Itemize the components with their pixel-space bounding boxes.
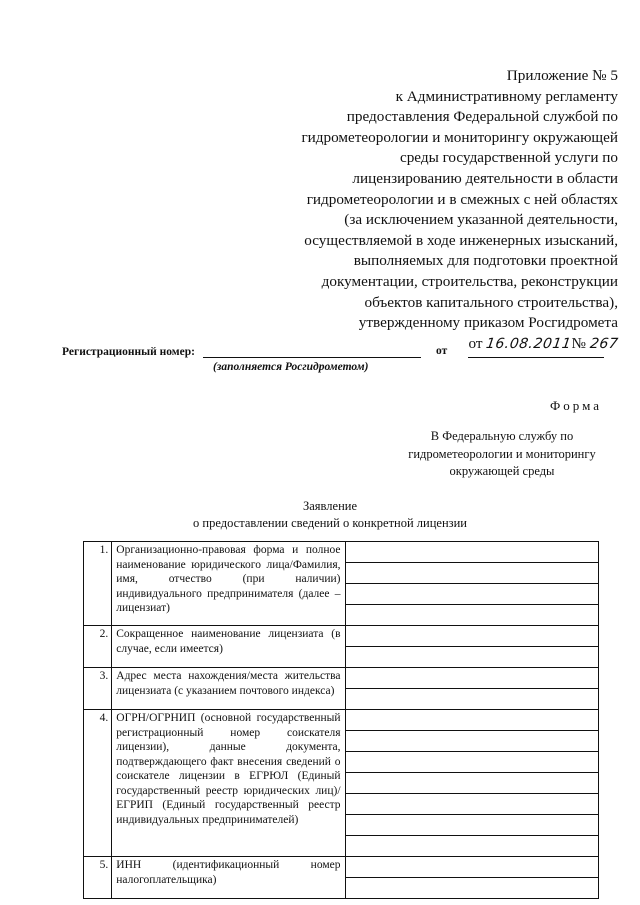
order-number-sign: № <box>571 334 586 352</box>
appendix-line: утвержденному приказом Росгидромета <box>358 314 618 332</box>
appendix-line: среды государственной услуги по <box>399 149 618 167</box>
value-subrows <box>346 710 598 856</box>
value-line[interactable] <box>346 878 598 898</box>
row-description: Адрес места нахождения/места жительства лицензиата (с указанием почтового индекса) <box>112 668 345 710</box>
addressee-line: В Федеральную службу по <box>430 429 574 443</box>
row-value-cell[interactable] <box>345 668 598 710</box>
value-line[interactable] <box>346 752 598 773</box>
value-line[interactable] <box>346 836 598 856</box>
row-value-cell[interactable] <box>345 710 598 857</box>
value-line[interactable] <box>346 689 598 709</box>
row-description: ИНН (идентификационный номер налогоплательщика) <box>112 857 345 899</box>
appendix-line: (за исключением указанной деятельности, <box>344 211 618 229</box>
row-number: 5. <box>84 857 112 899</box>
application-title: Заявление <box>302 499 357 513</box>
addressee-block <box>398 428 606 481</box>
appendix-header <box>258 66 618 354</box>
value-line[interactable] <box>346 584 598 605</box>
value-line[interactable] <box>346 731 598 752</box>
value-line[interactable] <box>346 542 598 563</box>
appendix-line: к Административному регламенту <box>395 87 618 105</box>
row-description: Организационно-правовая форма и полное наименование юридического лица/Фамилия, имя, отчество (при наличии) индивидуального предпринимателя (далее – лицензиат) <box>112 542 345 626</box>
value-line[interactable] <box>346 668 598 689</box>
row-value-cell[interactable] <box>345 626 598 668</box>
application-subtitle: о предоставлении сведений о конкретной лицензии <box>193 516 467 530</box>
appendix-line: объектов капитального строительства), <box>364 293 618 311</box>
appendix-line: выполняемых для подготовки проектной <box>353 252 618 270</box>
appendix-line: Приложение № 5 <box>506 67 618 84</box>
table-row <box>84 626 599 668</box>
license-info-table <box>83 541 599 899</box>
appendix-line: документации, строительства, реконструкции <box>321 272 618 290</box>
appendix-line: лицензированию деятельности в области <box>352 169 618 187</box>
value-line[interactable] <box>346 773 598 794</box>
order-date-handwritten: 16.08.2011 <box>485 335 573 352</box>
row-number: 2. <box>84 626 112 668</box>
value-line[interactable] <box>346 647 598 667</box>
value-subrows <box>346 626 598 667</box>
row-number: 4. <box>84 710 112 857</box>
appendix-line: гидрометеорологии и в смежных с ней областях <box>306 190 618 208</box>
row-number: 3. <box>84 668 112 710</box>
form-label: Форма <box>550 398 602 413</box>
row-description: Сокращенное наименование лицензиата (в случае, если имеется) <box>112 626 345 668</box>
application-title-block <box>140 498 520 532</box>
addressee-line: гидрометеорологии и мониторингу <box>408 446 596 461</box>
value-subrows <box>346 542 598 625</box>
registration-date-field[interactable] <box>468 357 604 358</box>
value-line[interactable] <box>346 815 598 836</box>
appendix-line: гидрометеорологии и мониторингу окружающей <box>301 128 618 146</box>
value-subrows <box>346 668 598 709</box>
value-line[interactable] <box>346 563 598 584</box>
table-row <box>84 710 599 857</box>
order-prefix: от <box>468 334 483 352</box>
registration-number-label: Регистрационный номер: <box>62 346 195 358</box>
registration-date-label: от <box>436 345 448 357</box>
appendix-line: предоставления Федеральной службой по <box>346 108 618 126</box>
value-line[interactable] <box>346 626 598 647</box>
row-value-cell[interactable] <box>345 857 598 899</box>
row-number: 1. <box>84 542 112 626</box>
addressee-line: окружающей среды <box>449 464 555 478</box>
value-line[interactable] <box>346 857 598 878</box>
row-value-cell[interactable] <box>345 542 598 626</box>
value-line[interactable] <box>346 605 598 625</box>
value-line[interactable] <box>346 794 598 815</box>
appendix-line: осуществляемой в ходе инженерных изысканий, <box>304 231 618 249</box>
table-row <box>84 857 599 899</box>
value-line[interactable] <box>346 710 598 731</box>
order-number-handwritten: 267 <box>588 335 620 352</box>
registration-number-field[interactable] <box>203 357 421 358</box>
row-description: ОГРН/ОГРНИП (основной государственный регистрационный номер соискателя лицензии), данные документа, подтверждающего факт внесения сведений о соискателе лицензии в ЕГРЮЛ (Единый государственный реестр юридических лиц)/ЕГРИП (Единый государственный реестр индивидуальных предпринимателей) <box>112 710 345 857</box>
registration-note: (заполняется Росгидрометом) <box>213 361 369 373</box>
table-row <box>84 542 599 626</box>
value-subrows <box>346 857 598 898</box>
table-row <box>84 668 599 710</box>
